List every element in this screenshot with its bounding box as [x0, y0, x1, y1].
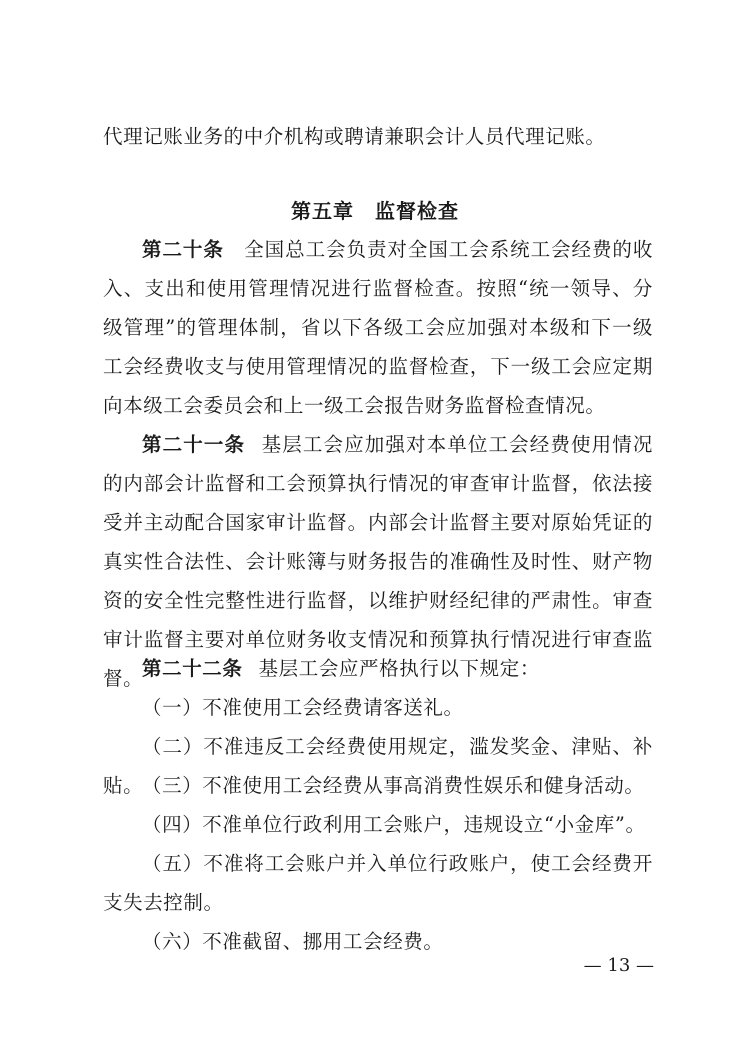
page-number: — 13 — — [583, 955, 654, 976]
article-22-text: 基层工会应严格执行以下规定： — [258, 657, 540, 680]
article-22-label: 第二十二条 — [142, 657, 243, 680]
article-21-label: 第二十一条 — [142, 433, 246, 456]
chapter-heading: 第五章 监督检查 — [291, 199, 459, 223]
article-20-text: 全国总工会负责对全国工会系统工会经费的收入、支出和使用管理情况进行监督检查。按照“统一领导、分级管理”的管理体制，省以下各级工会应加强对本级和下一级工会经费收支与使用管理情况的监督检查，下一级工会应定期向本级工会委员会和上一级工会报告财务监督检查情况。 — [103, 238, 653, 417]
rule-item-2: （二）不准违反工会经费使用规定，滥发奖金、津贴、补贴。 — [103, 735, 653, 797]
rule-item-1: （一）不准使用工会经费请客送礼。 — [142, 696, 464, 719]
rule-item-5: （五）不准将工会账户并入单位行政账户，使工会经费开支失去控制。 — [103, 852, 653, 914]
article-20-paragraph — [103, 230, 653, 425]
article-22-paragraph — [103, 649, 653, 688]
rule-item-4: （四）不准单位行政利用工会账户，违规设立“小金库”。 — [142, 813, 646, 836]
rule-item-3: （三）不准使用工会经费从事高消费性娱乐和健身活动。 — [142, 774, 645, 797]
article-21-text: 基层工会应加强对本单位工会经费使用情况的内部会计监督和工会预算执行情况的审查审计监督，依法接受并主动配合国家审计监督。内部会计监督主要对原始凭证的真实性合法性、会计账簿与财务报告的准确性及时性、财产物资的安全性完整性进行监督，以维护财经纪律的严肃性。审查审计监督主要对单位财务收支情况和预算执行情况进行审查监督。 — [103, 433, 653, 690]
continuation-paragraph: 代理记账业务的中介机构或聘请兼职会计人员代理记账。 — [103, 125, 606, 148]
rule-item-6: （六）不准截留、挪用工会经费。 — [142, 930, 444, 953]
article-20-label: 第二十条 — [142, 238, 224, 261]
